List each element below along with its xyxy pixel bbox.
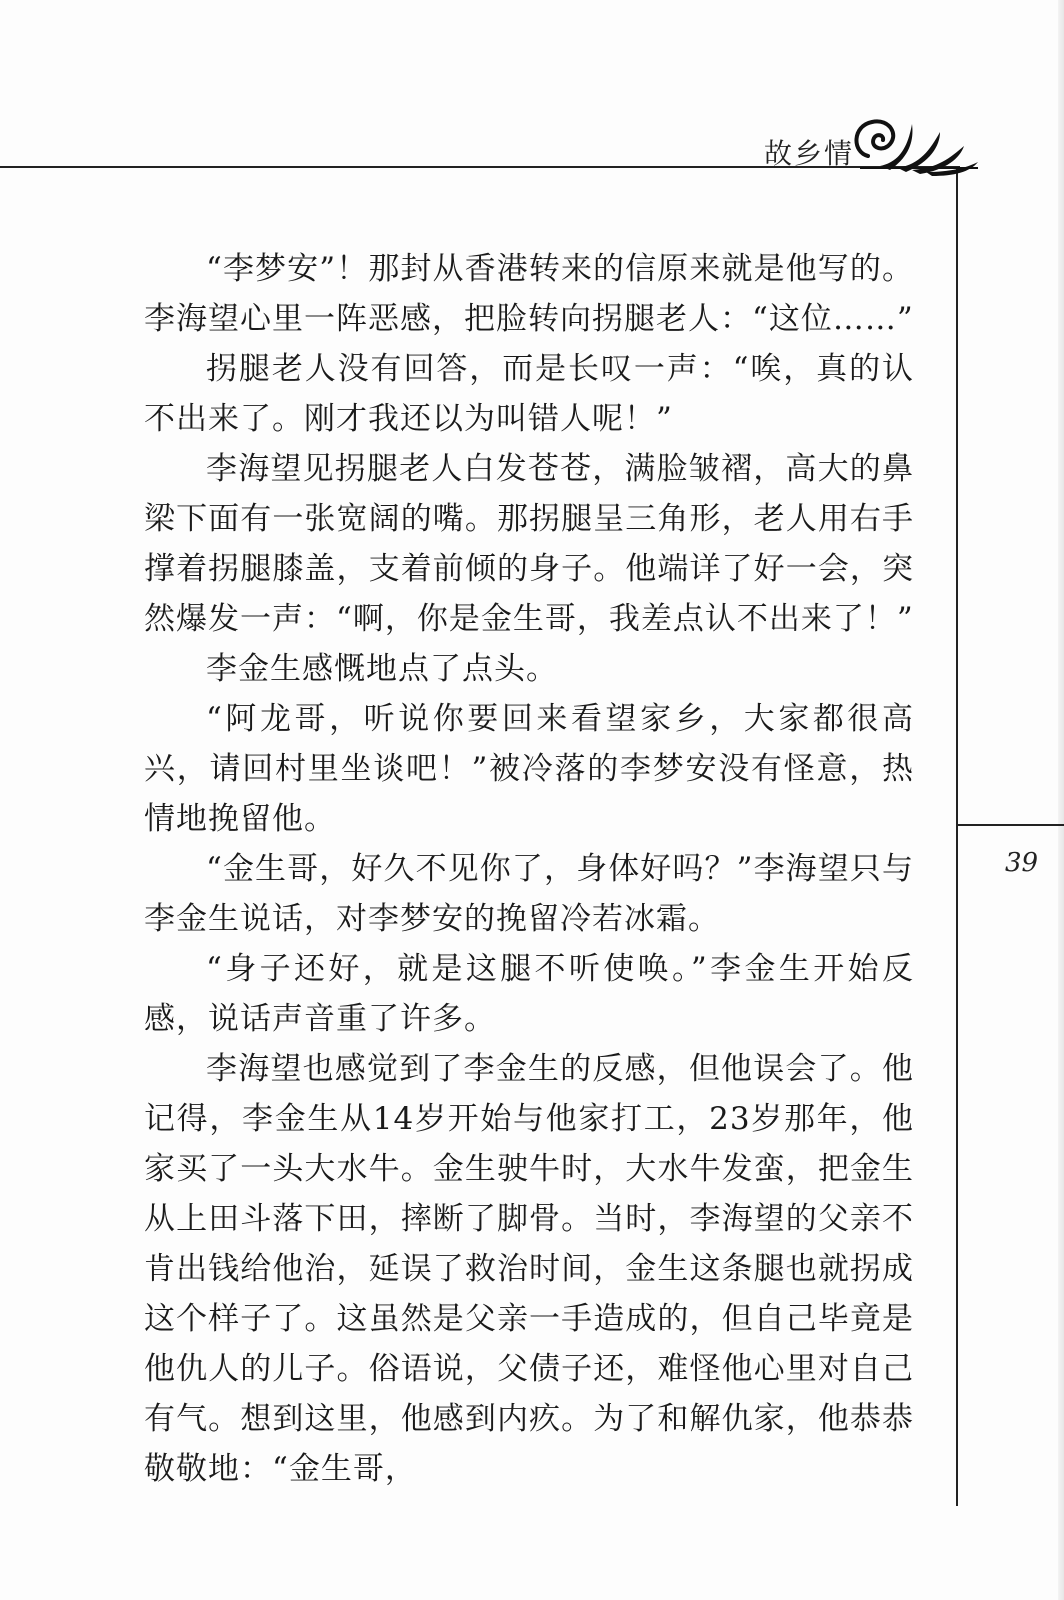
swirl-ornament-icon [850,112,980,176]
page-number: 39 [1005,848,1039,878]
paragraph: “阿龙哥，听说你要回来看望家乡，大家都很高兴，请回村里坐谈吧！”被冷落的李梦安没有怪意，热情地挽留他。 [144,701,914,837]
paragraph: “身子还好，就是这腿不听使唤。”李金生开始反感，说话声音重了许多。 [144,951,914,1037]
paragraph: 李金生感慨地点了点头。 [206,651,558,687]
page-edge [1058,0,1064,1600]
running-title: 故乡情 [764,137,855,170]
paragraph: 拐腿老人没有回答，而是长叹一声：“唉，真的认不出来了。刚才我还以为叫错人呢！” [144,351,914,437]
page-number-tab-rule [956,824,1064,826]
paragraph: “金生哥，好久不见你了，身体好吗？”李海望只与李金生说话，对李梦安的挽留冷若冰霜。 [144,851,914,937]
paragraph: “李梦安”！那封从香港转来的信原来就是他写的。李海望心里一阵恶感，把脸转向拐腿老人：“这位……” [144,251,914,337]
frame-right-rule [956,166,958,1506]
paragraph: 李海望也感觉到了李金生的反感，但他误会了。他记得，李金生从14岁开始与他家打工，23岁那年，他家买了一头大水牛。金生驶牛时，大水牛发蛮，把金生从上田斗落下田，摔断了脚骨。当时，李海望的父亲不肯出钱给他治，延误了救治时间，金生这条腿也就拐成这个样子了。这虽然是父亲一手造成的，但自己毕竟是他仇人的儿子。俗语说，父债子还，难怪他心里对自己有气。想到这里，他感到内疚。为了和解仇家，他恭恭敬敬地：“金生哥， [144,1051,914,1487]
body-text [144,244,914,1494]
paragraph: 李海望见拐腿老人白发苍苍，满脸皱褶，高大的鼻梁下面有一张宽阔的嘴。那拐腿呈三角形，老人用右手撑着拐腿膝盖，支着前倾的身子。他端详了好一会，突然爆发一声：“啊，你是金生哥，我差点认不出来了！” [144,451,914,637]
